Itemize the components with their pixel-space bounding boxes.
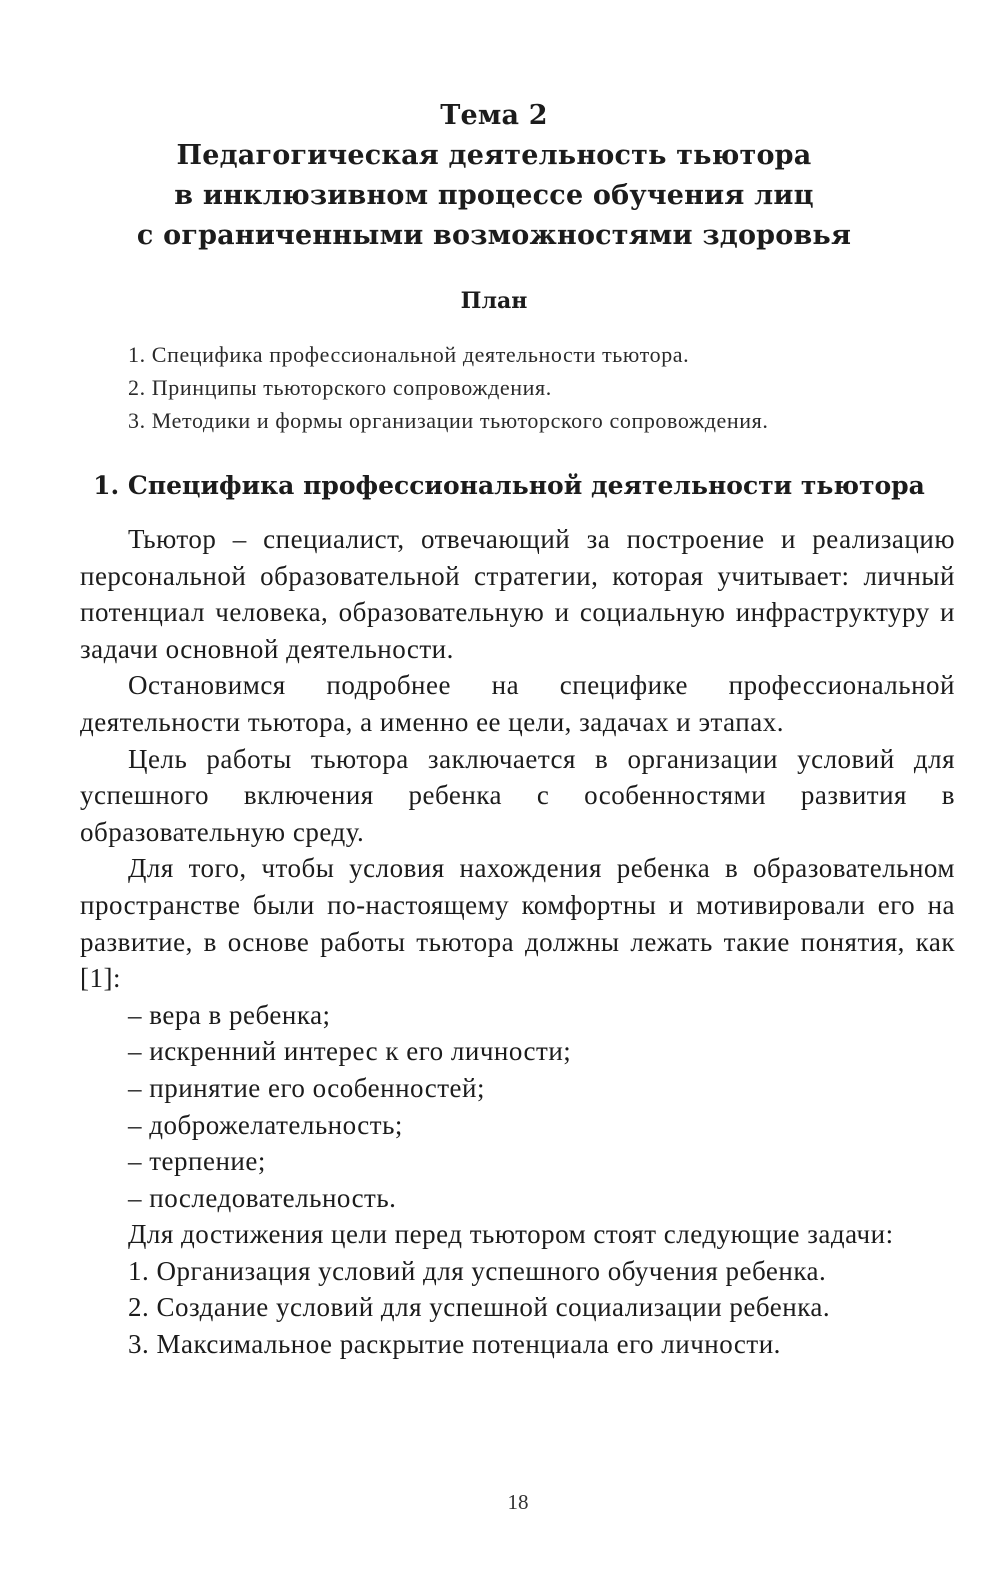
paragraph: Цель работы тьютора заключается в организации условий для успешного включения ребенка с особенностями развития в образовательную среду.: [80, 743, 955, 847]
paragraph: Для достижения цели перед тьютором стоят следующие задачи:: [128, 1219, 894, 1250]
plan-list: [128, 338, 968, 437]
topic-title-line: Педагогическая деятельность тьютора: [176, 140, 812, 171]
list-item: 3. Максимальное раскрытие потенциала его личности.: [128, 1329, 781, 1360]
paragraph: Тьютор – специалист, отвечающий за построение и реализацию персональной образовательной стратегии, которая учитывает: личный потенциал человека, образовательную и социальную инфраструктуру и задачи основной деятельности.: [80, 524, 955, 664]
list-item: – терпение;: [128, 1146, 266, 1177]
paragraph: Остановимся подробнее на специфике профессиональной деятельности тьютора, а именно ее цели, задачах и этапах.: [80, 670, 955, 737]
plan-heading: План: [460, 288, 528, 314]
plan-item: 3. Методики и формы организации тьюторского сопровождения.: [128, 408, 769, 433]
topic-title-line: с ограниченными возможностями здоровья: [136, 220, 852, 251]
plan-item: 2. Принципы тьюторского сопровождения.: [128, 375, 552, 400]
list-item: – искренний интерес к его личности;: [128, 1036, 572, 1067]
topic-title-line: в инклюзивном процессе обучения лиц: [174, 180, 814, 211]
section-heading: 1. Специфика профессиональной деятельности тьютора: [93, 471, 925, 500]
body-text: [80, 521, 955, 1363]
list-item: – вера в ребенка;: [128, 999, 331, 1030]
list-item: – принятие его особенностей;: [128, 1072, 485, 1103]
list-item: 2. Создание условий для успешной социализации ребенка.: [128, 1292, 831, 1323]
plan-item: 1. Специфика профессиональной деятельности тьютора.: [128, 342, 690, 367]
topic-number: Тема 2: [440, 100, 548, 131]
list-item: – последовательность.: [128, 1182, 397, 1213]
topic-title: [0, 96, 988, 256]
paragraph: Для того, чтобы условия нахождения ребенка в образовательном пространстве были по-настоящему комфортны и мотивировали его на развитие, в основе работы тьютора должны лежать такие понятия, как [1]:: [80, 853, 955, 994]
page-number: 18: [507, 1490, 529, 1514]
list-item: – доброжелательность;: [128, 1109, 403, 1140]
list-item: 1. Организация условий для успешного обучения ребенка.: [128, 1255, 827, 1286]
